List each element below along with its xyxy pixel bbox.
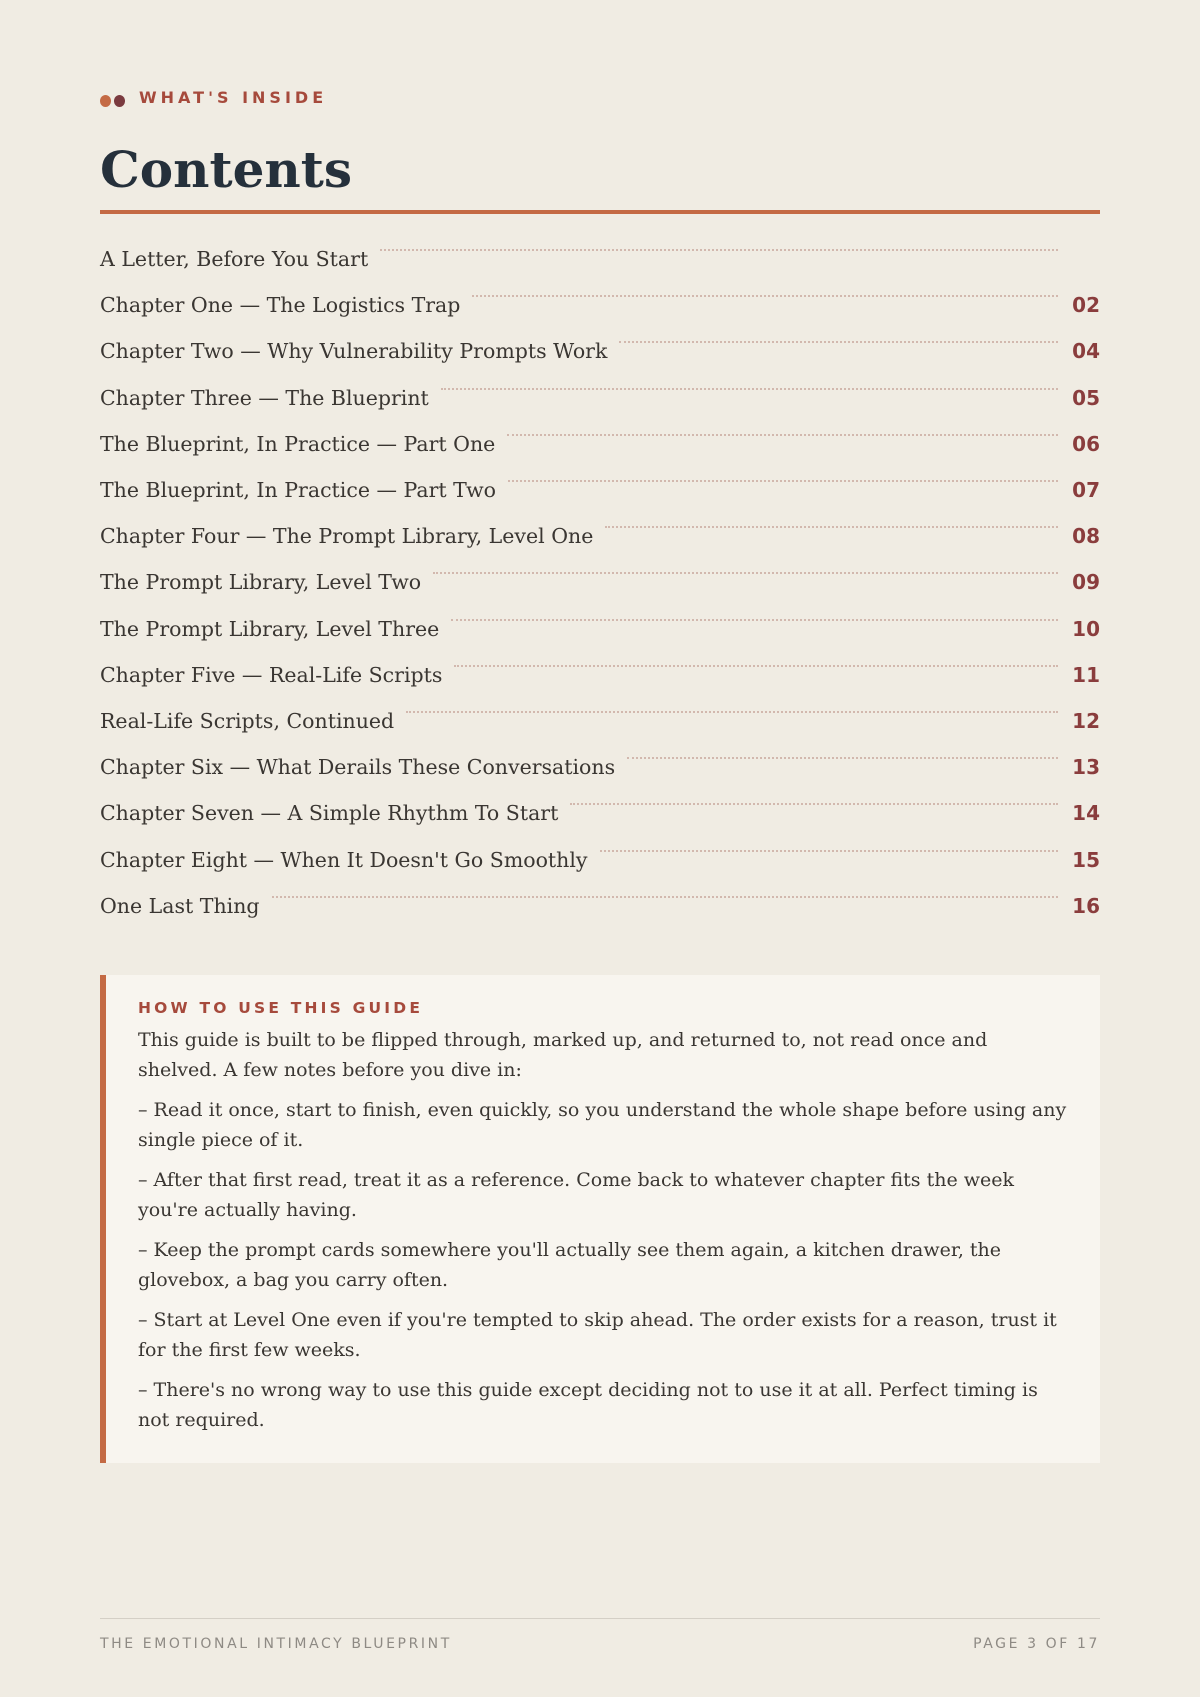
callout-intro: This guide is built to be flipped through, marked up, and returned to, not read once and shelved. A few notes before you dive in: (138, 1029, 988, 1081)
toc-entry-page: 07 (1072, 478, 1100, 503)
toc-entry-page: 16 (1072, 893, 1100, 918)
toc-dot-leader (441, 388, 1058, 390)
footer-page-number: PAGE 3 OF 17 (973, 1636, 1100, 1652)
toc-entry-title: A Letter, Before You Start (100, 247, 369, 272)
callout-heading: HOW TO USE THIS GUIDE (138, 999, 424, 1017)
toc-entry-page: 02 (1072, 293, 1100, 318)
toc-entry-title: The Blueprint, In Practice — Part One (100, 431, 496, 456)
toc-dot-leader (600, 850, 1058, 852)
toc-entry-page: 06 (1072, 431, 1100, 456)
dot-maroon-icon (114, 95, 125, 107)
toc-entry[interactable] (100, 606, 1100, 652)
toc-entry[interactable] (100, 513, 1100, 559)
how-to-use-callout (100, 975, 1100, 1463)
toc-entry-title: Chapter Five — Real-Life Scripts (100, 662, 443, 687)
callout-list-item: – After that first read, treat it as a reference. Come back to whatever chapter fits the week you're actually having. (138, 1169, 1015, 1221)
toc-entry-title: One Last Thing (100, 893, 260, 918)
toc-entry[interactable] (100, 559, 1100, 605)
decorative-dots-icon (100, 95, 125, 107)
toc-entry-page: 11 (1072, 662, 1100, 687)
toc-dot-leader (380, 249, 1058, 251)
callout-list-item: – There's no wrong way to use this guide except deciding not to use it at all. Perfect timing is not required. (138, 1379, 1038, 1431)
toc-entry-page: 09 (1072, 570, 1100, 595)
toc-dot-leader (627, 757, 1058, 759)
toc-entry-title: Chapter Six — What Derails These Conversations (100, 755, 616, 780)
callout-list (138, 1096, 1070, 1435)
toc-entry-title: Chapter Four — The Prompt Library, Level One (100, 524, 594, 549)
toc-entry-title: Chapter Three — The Blueprint (100, 385, 429, 410)
toc-entry-page: 13 (1072, 755, 1100, 780)
section-eyebrow (100, 86, 327, 108)
footer-book-title: THE EMOTIONAL INTIMACY BLUEPRINT (100, 1636, 452, 1652)
toc-entry[interactable] (100, 282, 1100, 328)
contents-page (100, 0, 1100, 1697)
toc-entry-page: 08 (1072, 524, 1100, 549)
toc-entry[interactable] (100, 375, 1100, 421)
toc-entry[interactable] (100, 836, 1100, 882)
toc-entry[interactable] (100, 236, 1100, 282)
toc-entry-title: Chapter Seven — A Simple Rhythm To Start (100, 801, 559, 826)
toc-entry-title: Chapter Two — Why Vulnerability Prompts Work (100, 339, 608, 364)
toc-entry-page: 14 (1072, 801, 1100, 826)
callout-list-item: – Start at Level One even if you're tempted to skip ahead. The order exists for a reason, trust it for the first few weeks. (138, 1309, 1057, 1361)
toc-dot-leader (272, 896, 1058, 898)
toc-entry[interactable] (100, 790, 1100, 836)
toc-entry[interactable] (100, 328, 1100, 374)
toc-entry-title: The Prompt Library, Level Three (100, 616, 440, 641)
toc-entry-title: The Prompt Library, Level Two (100, 570, 422, 595)
page-footer (100, 1636, 1100, 1652)
eyebrow-label: WHAT'S INSIDE (139, 87, 328, 107)
toc-entry-page: 05 (1072, 385, 1100, 410)
toc-dot-leader (570, 803, 1058, 805)
callout-list-item: – Keep the prompt cards somewhere you'll actually see them again, a kitchen drawer, the glovebox, a bag you carry often. (138, 1239, 1002, 1291)
toc-dot-leader (454, 665, 1058, 667)
toc-dot-leader (605, 526, 1058, 528)
dot-orange-icon (100, 95, 111, 107)
footer-divider (100, 1618, 1100, 1619)
toc-dot-leader (508, 480, 1058, 482)
toc-entry-page: 15 (1072, 847, 1100, 872)
toc-entry[interactable] (100, 652, 1100, 698)
toc-dot-leader (433, 572, 1058, 574)
toc-entry-page: 12 (1072, 708, 1100, 733)
title-divider (100, 210, 1100, 214)
toc-entry-page: 10 (1072, 616, 1100, 641)
toc-dot-leader (507, 434, 1058, 436)
toc-entry-title: Chapter Eight — When It Doesn't Go Smoothly (100, 847, 588, 872)
toc-entry[interactable] (100, 883, 1100, 929)
toc-entry-title: Real-Life Scripts, Continued (100, 708, 395, 733)
table-of-contents (100, 236, 1100, 929)
toc-entry[interactable] (100, 467, 1100, 513)
toc-entry-title: The Blueprint, In Practice — Part Two (100, 478, 496, 503)
toc-dot-leader (406, 711, 1058, 713)
toc-entry[interactable] (100, 744, 1100, 790)
toc-dot-leader (619, 341, 1058, 343)
callout-list-item: – Read it once, start to finish, even quickly, so you understand the whole shape before using any single piece of it. (138, 1099, 1067, 1151)
toc-entry-page: 04 (1072, 339, 1100, 364)
toc-entry[interactable] (100, 421, 1100, 467)
toc-dot-leader (472, 295, 1058, 297)
toc-dot-leader (451, 619, 1058, 621)
toc-entry-title: Chapter One — The Logistics Trap (100, 293, 461, 318)
toc-entry[interactable] (100, 698, 1100, 744)
page-title: Contents (100, 140, 353, 199)
